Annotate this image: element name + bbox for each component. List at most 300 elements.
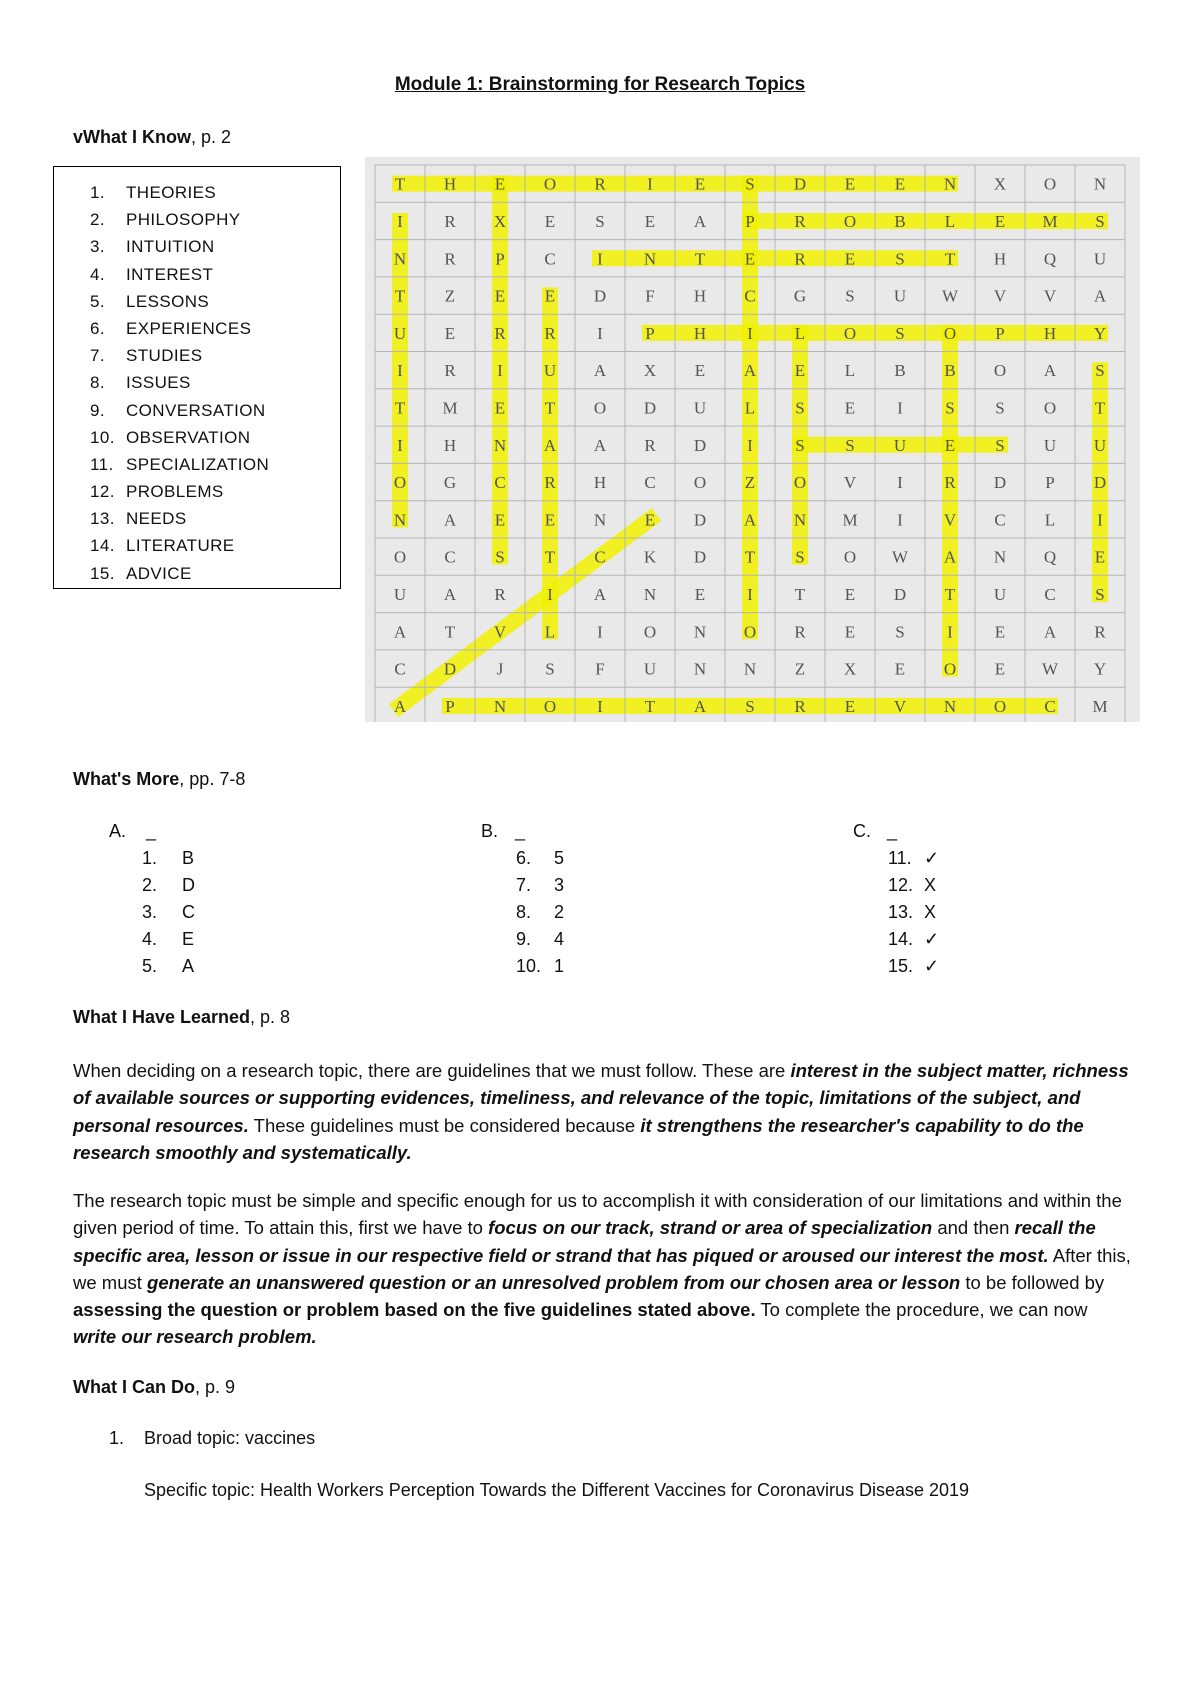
puzzle-letter: M <box>842 510 858 530</box>
puzzle-letter: A <box>693 696 707 716</box>
puzzle-letter: I <box>597 249 603 269</box>
emphasis-run: recall the specific area, lesson or issue in our respective field or strand that has piqued or aroused our interest the most. <box>73 1217 1096 1266</box>
puzzle-letter: W <box>941 286 959 306</box>
puzzle-letter: E <box>844 174 856 194</box>
puzzle-letter: E <box>894 174 906 194</box>
answer-number: 3. <box>142 902 158 922</box>
puzzle-letter: B <box>944 361 956 381</box>
puzzle-letter: O <box>1043 398 1057 418</box>
puzzle-letter: E <box>894 659 906 679</box>
word-list-item <box>90 532 269 559</box>
answer-row <box>853 899 939 926</box>
puzzle-letter: E <box>794 361 806 381</box>
puzzle-letter: S <box>895 249 905 269</box>
puzzle-letter: O <box>643 622 657 642</box>
word-list-item <box>90 397 269 424</box>
puzzle-letter: I <box>1097 510 1103 530</box>
item-word: CONVERSATION <box>126 400 266 420</box>
emphasis-run: it strengthens the researcher's capability to do the research smoothly and systematically. <box>73 1114 1084 1163</box>
item-word: ADVICE <box>126 563 192 583</box>
puzzle-letter: I <box>897 398 903 418</box>
answer-number: 14. <box>888 929 914 949</box>
section-heading-page: , pp. 7-8 <box>179 769 246 789</box>
puzzle-letter: H <box>443 174 457 194</box>
puzzle-letter: S <box>795 398 805 418</box>
word-list-item <box>90 206 269 233</box>
answer-row <box>481 899 564 926</box>
puzzle-letter: D <box>793 174 807 194</box>
puzzle-letter: E <box>644 211 656 231</box>
puzzle-letter: U <box>393 323 407 343</box>
puzzle-letter: R <box>444 211 456 231</box>
answer-row <box>481 926 564 953</box>
puzzle-letter: R <box>794 249 806 269</box>
puzzle-letter: V <box>843 473 857 493</box>
puzzle-letter: W <box>1041 659 1059 679</box>
puzzle-letter: I <box>747 323 753 343</box>
item-number: 10. <box>90 427 115 447</box>
puzzle-letter: D <box>693 547 707 567</box>
answer-number: 4. <box>142 929 158 949</box>
answer-value: X <box>924 875 937 895</box>
puzzle-letter: C <box>544 249 556 269</box>
puzzle-letter: T <box>1094 398 1106 418</box>
bold-run: assessing the question or problem based on the five guidelines stated above. <box>73 1299 756 1321</box>
item-number: 12. <box>90 482 115 502</box>
puzzle-letter: U <box>1093 435 1107 455</box>
text-run: To complete the procedure, we can now <box>755 1299 1088 1321</box>
puzzle-letter: E <box>844 584 856 604</box>
puzzle-letter: H <box>593 473 607 493</box>
puzzle-letter: N <box>493 435 507 455</box>
puzzle-letter: I <box>397 435 403 455</box>
puzzle-letter: I <box>597 696 603 716</box>
item-word: NEEDS <box>126 509 187 529</box>
puzzle-letter: H <box>693 323 707 343</box>
word-list-item <box>90 179 269 206</box>
puzzle-letter: P <box>1045 473 1055 493</box>
item-word: PHILOSOPHY <box>126 210 241 230</box>
answer-row <box>109 899 195 926</box>
puzzle-letter: E <box>444 323 456 343</box>
item-number: 2. <box>90 210 105 230</box>
answers-column-a <box>109 818 195 980</box>
puzzle-letter: M <box>1042 211 1058 231</box>
answer-number: 10. <box>516 956 542 976</box>
answer-value: D <box>182 875 195 895</box>
item-word: STUDIES <box>126 346 203 366</box>
answer-number: 13. <box>888 902 914 922</box>
puzzle-letter: P <box>645 323 655 343</box>
can-do-item <box>109 1428 315 1449</box>
puzzle-letter: D <box>643 398 657 418</box>
puzzle-letter: N <box>743 659 757 679</box>
puzzle-letter: G <box>443 473 457 493</box>
word-list-item <box>90 560 269 587</box>
answer-row <box>481 953 564 980</box>
puzzle-letter: T <box>644 696 656 716</box>
answer-value: A <box>182 956 195 976</box>
answer-row <box>853 926 939 953</box>
answer-row <box>109 953 195 980</box>
puzzle-letter: R <box>444 249 456 269</box>
puzzle-letter: A <box>593 361 607 381</box>
puzzle-letter: A <box>743 361 757 381</box>
answers-column-c <box>853 818 939 980</box>
puzzle-letter: O <box>843 547 857 567</box>
puzzle-letter: O <box>393 473 407 493</box>
puzzle-letter: M <box>442 398 458 418</box>
puzzle-letter: N <box>993 547 1007 567</box>
puzzle-letter: O <box>943 323 957 343</box>
emphasis-run: interest in the subject matter, richness of available sources or supporting evidences, timeliness, and relevance of the topic, limitations of the subject, and personal resources. <box>73 1060 1129 1136</box>
puzzle-letter: O <box>943 659 957 679</box>
puzzle-letter: V <box>943 510 957 530</box>
puzzle-letter: A <box>593 584 607 604</box>
word-list-item <box>90 478 269 505</box>
section-heading-page: , p. 2 <box>191 127 232 147</box>
column-blank: _ <box>515 821 526 841</box>
puzzle-letter: L <box>744 398 756 418</box>
item-word: INTEREST <box>126 264 214 284</box>
item-word: OBSERVATION <box>126 427 251 447</box>
puzzle-letter: H <box>1043 323 1057 343</box>
puzzle-letter: N <box>693 659 707 679</box>
puzzle-letter: S <box>795 547 805 567</box>
column-label: A. <box>109 821 127 841</box>
answer-row <box>853 953 939 980</box>
puzzle-letter: I <box>947 622 953 642</box>
puzzle-letter: E <box>494 398 506 418</box>
puzzle-letter: D <box>693 435 707 455</box>
item-word: LESSONS <box>126 291 210 311</box>
puzzle-letter: U <box>1093 249 1107 269</box>
puzzle-letter: S <box>545 659 555 679</box>
puzzle-letter: X <box>493 211 507 231</box>
puzzle-letter: T <box>394 174 406 194</box>
item-number: 3. <box>90 237 105 257</box>
puzzle-letter: S <box>745 174 755 194</box>
puzzle-letter: T <box>544 547 556 567</box>
item-number: 6. <box>90 318 105 338</box>
answers-column-b <box>481 818 564 980</box>
puzzle-letter: N <box>393 249 407 269</box>
puzzle-letter: P <box>745 211 755 231</box>
section-heading-label: What's More <box>73 769 180 789</box>
answer-number: 11. <box>888 848 912 868</box>
puzzle-letter: M <box>1092 696 1108 716</box>
puzzle-letter: E <box>494 174 506 194</box>
puzzle-letter: R <box>794 622 806 642</box>
puzzle-letter: E <box>494 286 506 306</box>
puzzle-letter: E <box>844 696 856 716</box>
puzzle-letter: T <box>544 398 556 418</box>
puzzle-letter: I <box>747 435 753 455</box>
page-title: Module 1: Brainstorming for Research Topics <box>394 74 806 95</box>
answer-number: 8. <box>516 902 532 922</box>
puzzle-letter: A <box>393 622 407 642</box>
puzzle-letter: S <box>845 435 855 455</box>
puzzle-letter: U <box>543 361 557 381</box>
puzzle-letter: W <box>891 547 909 567</box>
section-heading-page: , p. 8 <box>250 1007 291 1027</box>
puzzle-letter: S <box>995 435 1005 455</box>
puzzle-letter: Z <box>444 286 456 306</box>
puzzle-letter: E <box>844 398 856 418</box>
item-number: 11. <box>90 454 114 474</box>
puzzle-letter: I <box>897 510 903 530</box>
puzzle-letter: R <box>794 696 806 716</box>
puzzle-letter: C <box>394 659 406 679</box>
answer-number: 9. <box>516 929 532 949</box>
word-list-item <box>90 315 269 342</box>
puzzle-letter: E <box>994 659 1006 679</box>
puzzle-letter: S <box>495 547 505 567</box>
puzzle-letter: Z <box>794 659 806 679</box>
item-number: 8. <box>90 373 105 393</box>
item-word: PROBLEMS <box>126 482 224 502</box>
puzzle-letter: E <box>544 286 556 306</box>
puzzle-letter: F <box>595 659 605 679</box>
puzzle-letter: S <box>1095 211 1105 231</box>
puzzle-letter: C <box>1044 696 1056 716</box>
puzzle-letter: F <box>645 286 655 306</box>
puzzle-letter: D <box>893 584 907 604</box>
puzzle-letter: N <box>793 510 807 530</box>
puzzle-letter: U <box>643 659 657 679</box>
puzzle-letter: E <box>994 211 1006 231</box>
puzzle-letter: R <box>494 323 506 343</box>
text-run: The research topic must be simple and specific enough for us to accomplish it with consideration of our limitations and within the given period of time. To attain this, first we have to <box>73 1190 1122 1239</box>
puzzle-letter: U <box>893 435 907 455</box>
puzzle-letter: T <box>394 398 406 418</box>
section-heading-page: , p. 9 <box>195 1377 236 1397</box>
column-heading <box>481 818 564 845</box>
item-number: 1. <box>109 1428 125 1448</box>
puzzle-letter: T <box>444 622 456 642</box>
item-word: ISSUES <box>126 373 191 393</box>
column-blank: _ <box>146 821 157 841</box>
item-number: 1. <box>90 183 105 202</box>
puzzle-letter: E <box>994 622 1006 642</box>
puzzle-letter: N <box>593 510 607 530</box>
item-word: SPECIALIZATION <box>126 454 270 474</box>
puzzle-letter: A <box>543 435 557 455</box>
puzzle-letter: C <box>644 473 656 493</box>
puzzle-letter: S <box>895 622 905 642</box>
puzzle-letter: C <box>594 547 606 567</box>
section-heading-label: vWhat I Know <box>73 127 191 147</box>
puzzle-letter: R <box>944 473 956 493</box>
answer-value: 4 <box>554 929 565 949</box>
answer-number: 6. <box>516 848 532 868</box>
puzzle-letter: U <box>693 398 707 418</box>
item-word: INTUITION <box>126 237 215 257</box>
answer-value: ✓ <box>924 929 940 949</box>
item-word: LITERATURE <box>126 536 235 556</box>
puzzle-letter: E <box>544 211 556 231</box>
puzzle-letter: A <box>593 435 607 455</box>
puzzle-letter: X <box>993 174 1007 194</box>
puzzle-letter: S <box>745 696 755 716</box>
puzzle-letter: A <box>1093 286 1107 306</box>
puzzle-letter: R <box>644 435 656 455</box>
puzzle-letter: L <box>1044 510 1056 530</box>
puzzle-letter: E <box>844 249 856 269</box>
learned-paragraph-2 <box>73 1187 1133 1351</box>
answer-row <box>109 872 195 899</box>
puzzle-letter: P <box>445 696 455 716</box>
specific-topic: Specific topic: Health Workers Perception Towards the Different Vaccines for Coronavirus Disease 2019 <box>144 1480 970 1500</box>
puzzle-letter: X <box>643 361 657 381</box>
puzzle-letter: R <box>544 473 556 493</box>
puzzle-letter: O <box>793 473 807 493</box>
puzzle-letter: D <box>593 286 607 306</box>
puzzle-letter: Q <box>1043 249 1057 269</box>
puzzle-letter: I <box>897 473 903 493</box>
item-number: 9. <box>90 400 105 420</box>
puzzle-letter: R <box>594 174 606 194</box>
puzzle-letter: A <box>943 547 957 567</box>
section-heading-label: What I Have Learned <box>73 1007 251 1027</box>
puzzle-letter: V <box>893 696 907 716</box>
section-heading-whats-more <box>73 769 245 790</box>
puzzle-letter: I <box>597 323 603 343</box>
puzzle-letter: O <box>843 211 857 231</box>
answer-row <box>109 926 195 953</box>
puzzle-letter: I <box>597 622 603 642</box>
item-number: 4. <box>90 264 105 284</box>
word-list-item <box>90 424 269 451</box>
answer-value: 5 <box>554 848 565 868</box>
puzzle-letter: E <box>844 622 856 642</box>
puzzle-letter: E <box>744 249 756 269</box>
puzzle-letter: E <box>494 510 506 530</box>
answer-value: ✓ <box>924 956 940 976</box>
answer-value: B <box>182 848 195 868</box>
emphasis-run: focus on our track, strand or area of specialization <box>488 1217 933 1239</box>
puzzle-letter: I <box>547 584 553 604</box>
answer-number: 5. <box>142 956 158 976</box>
puzzle-letter: N <box>643 249 657 269</box>
puzzle-letter: R <box>794 211 806 231</box>
puzzle-letter: A <box>1043 361 1057 381</box>
puzzle-letter: S <box>945 398 955 418</box>
answer-value: 1 <box>554 956 565 976</box>
puzzle-letter: A <box>693 211 707 231</box>
puzzle-letter: C <box>994 510 1006 530</box>
item-number: 7. <box>90 346 105 366</box>
answer-value: X <box>924 902 937 922</box>
puzzle-letter: G <box>793 286 807 306</box>
puzzle-letter: I <box>397 361 403 381</box>
puzzle-letter: O <box>843 323 857 343</box>
puzzle-letter: O <box>693 473 707 493</box>
puzzle-letter: E <box>694 174 706 194</box>
answer-row <box>481 872 564 899</box>
puzzle-letter: S <box>1095 361 1105 381</box>
puzzle-letter: A <box>443 584 457 604</box>
puzzle-letter: I <box>747 584 753 604</box>
puzzle-letter: I <box>397 211 403 231</box>
puzzle-letter: T <box>794 584 806 604</box>
section-heading-what-i-know <box>73 127 231 148</box>
puzzle-letter: R <box>444 361 456 381</box>
word-list-item <box>90 342 269 369</box>
text-run: After this, we must <box>73 1244 1131 1293</box>
puzzle-letter: H <box>443 435 457 455</box>
puzzle-letter: S <box>895 323 905 343</box>
puzzle-letter: Q <box>1043 547 1057 567</box>
puzzle-letter: J <box>496 659 504 679</box>
puzzle-letter: U <box>893 286 907 306</box>
puzzle-letter: B <box>894 361 906 381</box>
puzzle-letter: C <box>494 473 506 493</box>
puzzle-letter: S <box>1095 584 1105 604</box>
section-heading-what-i-can-do <box>73 1377 235 1398</box>
puzzle-letter: A <box>743 510 757 530</box>
puzzle-letter: E <box>1094 547 1106 567</box>
puzzle-letter: L <box>944 211 956 231</box>
puzzle-letter: N <box>643 584 657 604</box>
puzzle-letter: P <box>995 323 1005 343</box>
word-list-item <box>90 451 269 478</box>
puzzle-letter: P <box>495 249 505 269</box>
item-word: THEORIES <box>126 183 217 202</box>
puzzle-letter: A <box>443 510 457 530</box>
puzzle-letter: H <box>993 249 1007 269</box>
puzzle-letter: O <box>1043 174 1057 194</box>
column-heading <box>853 818 939 845</box>
puzzle-letter: E <box>694 584 706 604</box>
word-list-box <box>53 166 341 589</box>
puzzle-letter: E <box>544 510 556 530</box>
section-heading-what-i-have-learned <box>73 1007 290 1028</box>
puzzle-letter: S <box>795 435 805 455</box>
puzzle-letter: R <box>494 584 506 604</box>
item-word: EXPERIENCES <box>126 318 252 338</box>
puzzle-letter: H <box>693 286 707 306</box>
column-label: C. <box>853 821 871 841</box>
puzzle-letter: O <box>543 696 557 716</box>
item-number: 15. <box>90 563 115 583</box>
answer-row <box>853 845 939 872</box>
puzzle-letter: L <box>844 361 856 381</box>
puzzle-letter: I <box>497 361 503 381</box>
puzzle-letter: R <box>544 323 556 343</box>
puzzle-letter: E <box>694 361 706 381</box>
puzzle-letter: C <box>744 286 756 306</box>
puzzle-letter: O <box>543 174 557 194</box>
answer-number: 12. <box>888 875 914 895</box>
emphasis-run: write our research problem. <box>73 1326 317 1348</box>
puzzle-letter: N <box>1093 174 1107 194</box>
puzzle-letter: B <box>894 211 906 231</box>
puzzle-letter: N <box>943 174 957 194</box>
text-run: and then <box>932 1217 1015 1239</box>
puzzle-letter: N <box>693 622 707 642</box>
word-list-item <box>90 261 269 288</box>
puzzle-letter: E <box>644 510 656 530</box>
word-list <box>90 179 269 587</box>
puzzle-letter: V <box>993 286 1007 306</box>
learned-paragraph-1 <box>73 1057 1133 1166</box>
item-number: 5. <box>90 291 105 311</box>
puzzle-letter: U <box>393 584 407 604</box>
puzzle-letter: O <box>993 696 1007 716</box>
puzzle-letter: S <box>595 211 605 231</box>
puzzle-letter: D <box>443 659 457 679</box>
